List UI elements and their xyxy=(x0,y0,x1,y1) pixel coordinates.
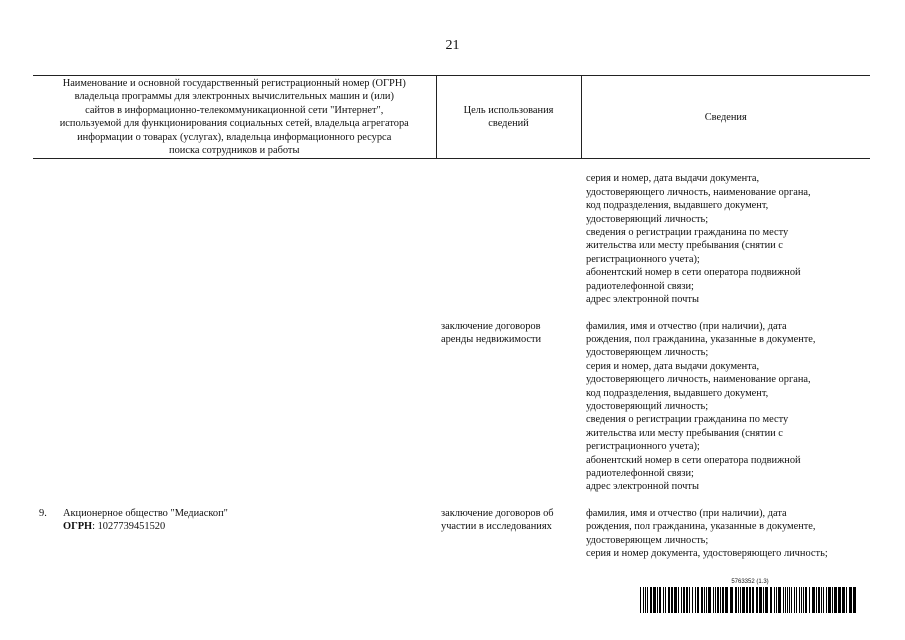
info-line: серия и номер, дата выдачи документа, xyxy=(586,360,760,372)
info-line: серия и номер, дата выдачи документа, xyxy=(586,173,760,185)
info-line: регистрационного учета); xyxy=(586,441,700,453)
owner-cell xyxy=(33,320,436,494)
info-line: удостоверяющем личность; xyxy=(586,534,709,546)
barcode-bar xyxy=(796,587,797,613)
barcode-bar xyxy=(650,587,652,613)
header-purpose-line: Цель использования xyxy=(463,104,554,116)
info-line: жительства или месту пребывания (снятии с xyxy=(586,240,783,252)
barcode-bar xyxy=(778,587,781,613)
barcode-bar xyxy=(801,587,802,613)
barcode-bar xyxy=(740,587,741,613)
barcode-bar xyxy=(706,587,707,613)
barcode-bar xyxy=(803,587,804,613)
header-owner-line: информации о товарах (услугах), владельца информационного ресурса xyxy=(77,131,392,143)
barcode-bar xyxy=(746,587,748,613)
barcode-bar xyxy=(640,587,641,613)
org-name: Акционерное общество "Медиаскоп" xyxy=(63,507,228,519)
barcode-bar xyxy=(846,587,847,613)
barcode-bar xyxy=(704,587,705,613)
barcode-bar xyxy=(765,587,768,613)
info-cell xyxy=(581,172,870,306)
barcode-bar xyxy=(756,587,758,613)
header-owner-line: владельца программы для электронных вычислительных машин и (или) xyxy=(74,91,394,103)
barcode-bar xyxy=(674,587,677,613)
barcode-bar xyxy=(809,587,810,613)
barcode-bar xyxy=(738,587,739,613)
header-owner-line: Наименование и основной государственный регистрационный номер (ОГРН) xyxy=(62,78,406,89)
barcode-bar xyxy=(717,587,719,613)
barcode-bar xyxy=(695,587,696,613)
info-line: абонентский номер в сети оператора подвижной xyxy=(586,454,801,466)
info-cell xyxy=(581,507,870,561)
info-line: радиотелефонной связи; xyxy=(586,280,694,292)
info-line: рождения, пол гражданина, указанные в документе, xyxy=(586,521,816,533)
barcode xyxy=(640,579,860,613)
org-name-line xyxy=(37,507,432,520)
info-line: жительства или месту пребывания (снятии с xyxy=(586,427,783,439)
barcode-bar xyxy=(647,587,648,613)
barcode-bar xyxy=(663,587,664,613)
data-table xyxy=(33,75,870,560)
barcode-bar xyxy=(697,587,699,613)
ogrn-label: ОГРН xyxy=(63,521,93,533)
barcode-bar xyxy=(643,587,644,613)
barcode-bar xyxy=(752,587,754,613)
barcode-bar xyxy=(770,587,772,613)
barcode-bar xyxy=(668,587,670,613)
barcode-bar xyxy=(653,587,656,613)
header-owner-line: поиска сотрудников и работы xyxy=(169,145,300,157)
barcode-bar xyxy=(849,587,852,613)
barcode-bar xyxy=(759,587,762,613)
info-line: удостоверяющего личность, наименование органа, xyxy=(586,374,811,386)
barcode-bar xyxy=(749,587,751,613)
table-row xyxy=(33,507,870,561)
barcode-bar xyxy=(683,587,685,613)
barcode-bar xyxy=(799,587,800,613)
barcode-bar xyxy=(794,587,795,613)
header-owner-line: сайтов в информационно-телекоммуникационной сети "Интернет", xyxy=(85,104,384,116)
ogrn-value: : 1027739451520 xyxy=(92,521,166,533)
barcode-bar xyxy=(665,587,666,613)
purpose-line: заключение договоров об xyxy=(441,507,554,519)
purpose-cell xyxy=(436,320,581,494)
barcode-bar xyxy=(715,587,716,613)
info-line: адрес электронной почты xyxy=(586,481,699,493)
barcode-bar xyxy=(828,587,831,613)
barcode-bar xyxy=(838,587,841,613)
barcode-bar xyxy=(842,587,845,613)
info-line: рождения, пол гражданина, указанные в документе, xyxy=(586,333,816,345)
barcode-bar xyxy=(776,587,777,613)
barcode-bar xyxy=(742,587,745,613)
barcode-bar xyxy=(735,587,737,613)
barcode-bar xyxy=(783,587,784,613)
barcode-bar xyxy=(812,587,815,613)
info-line: удостоверяющего личность, наименование органа, xyxy=(586,186,811,198)
owner-cell xyxy=(33,172,436,306)
barcode-bar xyxy=(725,587,728,613)
barcode-bar xyxy=(785,587,786,613)
purpose-line: аренды недвижимости xyxy=(441,333,542,345)
info-line: фамилия, имя и отчество (при наличии), дата xyxy=(586,507,787,519)
barcode-icon xyxy=(640,587,860,613)
ogrn-line xyxy=(37,520,432,533)
table-row xyxy=(33,320,870,494)
barcode-bar xyxy=(826,587,827,613)
table-row xyxy=(33,172,870,306)
page-number: 21 xyxy=(445,38,460,53)
barcode-bar xyxy=(853,587,856,613)
info-line: код подразделения, выдавшего документ, xyxy=(586,387,769,399)
info-line: сведения о регистрации гражданина по месту xyxy=(586,227,789,239)
barcode-bar xyxy=(730,587,733,613)
info-line: радиотелефонной связи; xyxy=(586,467,694,479)
info-line: удостоверяющий личность; xyxy=(586,400,709,412)
barcode-bar xyxy=(689,587,690,613)
barcode-bar xyxy=(791,587,792,613)
info-line: код подразделения, выдавшего документ, xyxy=(586,200,769,212)
barcode-bar xyxy=(686,587,688,613)
barcode-bar xyxy=(823,587,824,613)
barcode-bar xyxy=(821,587,822,613)
barcode-bar xyxy=(681,587,682,613)
owner-cell xyxy=(33,507,436,561)
barcode-bar xyxy=(818,587,820,613)
purpose-cell xyxy=(436,507,581,561)
barcode-caption: 5763352 (1.3) xyxy=(731,579,769,585)
barcode-bar xyxy=(832,587,833,613)
barcode-bar xyxy=(816,587,817,613)
barcode-bar xyxy=(678,587,679,613)
barcode-bar xyxy=(692,587,693,613)
barcode-bar xyxy=(671,587,673,613)
barcode-bar xyxy=(774,587,775,613)
barcode-bar xyxy=(789,587,790,613)
table-header-row xyxy=(33,76,870,159)
barcode-bar xyxy=(713,587,714,613)
header-info: Сведения xyxy=(581,76,870,159)
info-line: удостоверяющий личность; xyxy=(586,213,709,225)
barcode-bar xyxy=(763,587,764,613)
info-line: сведения о регистрации гражданина по месту xyxy=(586,414,789,426)
header-owner-line: используемой для функционирования социальных сетей, владельца агрегатора xyxy=(59,118,409,130)
barcode-bar xyxy=(659,587,661,613)
header-purpose-line: сведений xyxy=(488,118,529,130)
info-cell xyxy=(581,320,870,494)
header-purpose xyxy=(436,76,581,159)
row-number: 9. xyxy=(39,507,47,519)
info-line: удостоверяющем личность; xyxy=(586,347,709,359)
barcode-bar xyxy=(722,587,724,613)
barcode-bar xyxy=(708,587,711,613)
barcode-bar xyxy=(657,587,658,613)
info-line: серия и номер документа, удостоверяющего личность; xyxy=(586,548,828,559)
info-line: абонентский номер в сети оператора подвижной xyxy=(586,267,801,279)
purpose-cell xyxy=(436,172,581,306)
barcode-bar xyxy=(805,587,807,613)
header-owner xyxy=(33,76,436,159)
barcode-bar xyxy=(720,587,721,613)
barcode-bar xyxy=(701,587,703,613)
purpose-line: участии в исследованиях xyxy=(441,521,552,533)
barcode-bar xyxy=(645,587,646,613)
barcode-bar xyxy=(834,587,837,613)
purpose-line: заключение договоров xyxy=(441,320,541,332)
info-line: адрес электронной почты xyxy=(586,294,699,306)
info-line: фамилия, имя и отчество (при наличии), дата xyxy=(586,320,787,332)
barcode-bar xyxy=(787,587,788,613)
info-line: регистрационного учета); xyxy=(586,253,700,265)
